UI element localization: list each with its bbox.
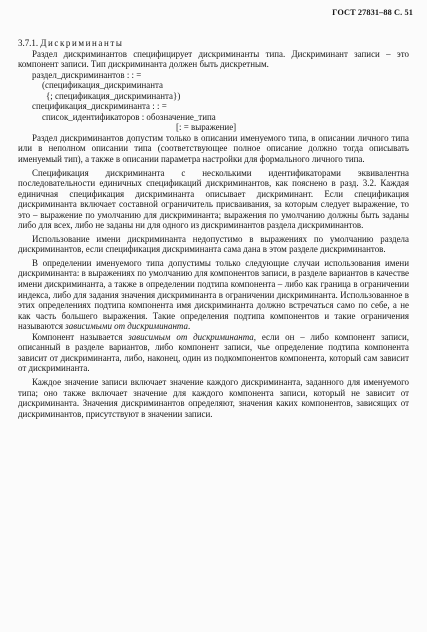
term-dependent: зависимым от дискриминанта [128, 331, 254, 342]
section-heading [18, 38, 409, 49]
intro-paragraph: Раздел дискриминантов специфицирует дискриминанты типа. Дискриминант записи – это компонент записи. Тип дискриминанта должен быть дискретным. [18, 48, 409, 70]
syntax-line: (спецификация_дискриминанта [42, 80, 163, 91]
paragraph [18, 332, 409, 374]
syntax-line: [: = выражение] [176, 122, 237, 133]
paragraph-text: Компонент называется [32, 331, 123, 342]
paragraph-text: , если он – либо компонент записи, описанный в разделе вариантов, либо компонент записи, чье определение подтипа компонента зависит от дискриминанта, либо, наконец, один из подкомпонентов компонента, который сам зависит от дискриминанта. [18, 331, 409, 374]
paragraph: Использование имени дискриминанта недопустимо в выражениях по умолчанию раздела дискриминантов, если спецификация дискриминанта сама дана в этом разделе дискриминантов. [18, 233, 409, 255]
syntax-line: раздел_дискриминантов : : = [32, 69, 142, 80]
syntax-line: {; спецификация_дискриминанта}) [46, 90, 181, 101]
section-number: 3.7.1. [18, 38, 39, 48]
paragraph: Каждое значение записи включает значение каждого дискриминанта, заданного для именуемого типа; оно также включает значение для каждого компонента записи, который не зависит от дискриминанта. Значения дискриминантов определяют, значения каких компонентов, зависящих от дискриминантов, присутствуют в значении записи. [18, 376, 409, 419]
page-body [18, 38, 409, 419]
paragraph: Раздел дискриминантов допустим только в описании именуемого типа, в описании личного типа или в неполном описании типа (соответствующее полное описание должно тогда описывать именуемый тип), а также в описании параметра настройки для формального личного типа. [18, 132, 409, 165]
term-dependent: зависимыми от дискриминанта [65, 321, 188, 332]
paragraph-text: В определении именуемого типа допустимы только следующие случаи использования имени дискриминанта: в выражениях по умолчанию для компонентов записи, в разделе вариантов в качестве имени дискриминанта, а также в определении подтипа компонента – либо как граница в ограничении индекса, либо для задания значения дискриминанта в ограничении дискриминанта. Использованное в этих определениях подтипа компонента имя дискриминанта должно встречаться само по себе, а не как часть большего выражения. Такие определения подтипа компонентов и такие ограничения называются [18, 257, 409, 332]
syntax-block [18, 70, 409, 133]
paragraph [18, 258, 409, 332]
paragraph-end: . [187, 321, 191, 332]
paragraph: Спецификация дискриминанта с несколькими идентификаторами эквивалентна последовательности единичных спецификаций дискриминантов, как пояснено в разд. 3.2. Каждая единичная спецификация дискриминанта описывает дискриминант. Если спецификация дискриминанта включает составной ограничитель присваивания, за которым следует выражение, то это – выражение по умолчанию для дискриминанта; выражения по умолчанию должны быть заданы либо для всех, либо не заданы ни для одного из дискриминантов раздела дискриминантов. [18, 167, 409, 231]
section-title: Дискриминанты [40, 38, 124, 48]
page-header: ГОСТ 27831–88 С. 51 [332, 8, 413, 17]
syntax-line: спецификация_дискриминанта : : = [32, 101, 167, 112]
syntax-line: список_идентификаторов : обозначение_типа [42, 111, 216, 122]
